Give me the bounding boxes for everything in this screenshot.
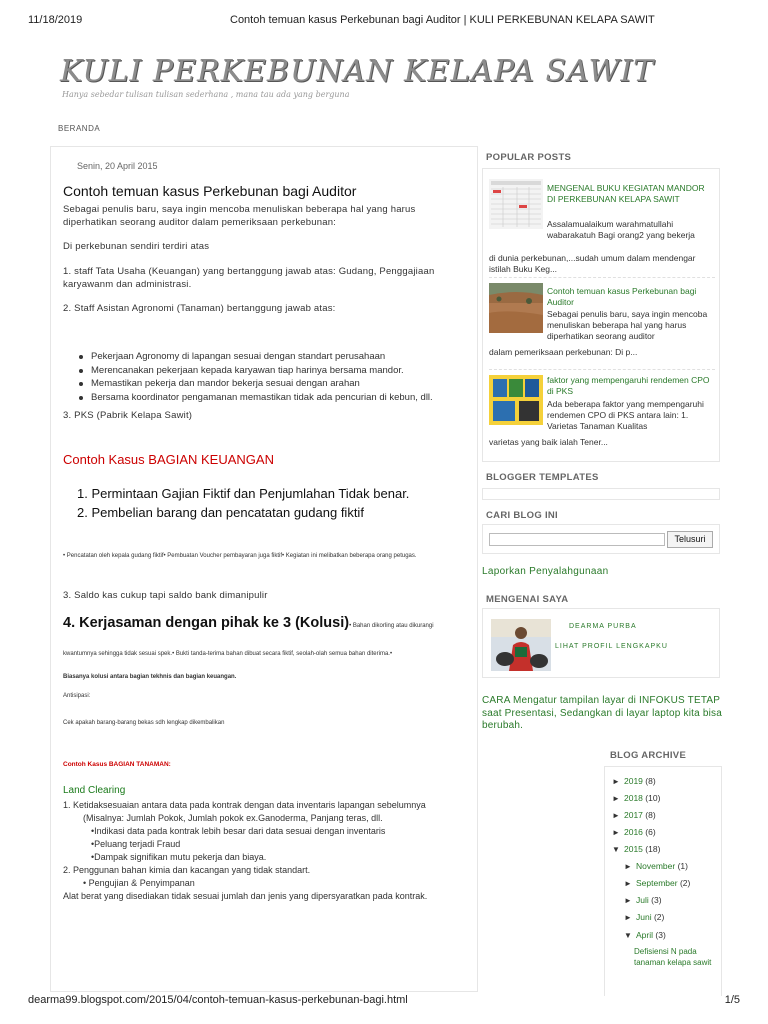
blogger-templates-widget xyxy=(482,488,720,500)
post-thumbnail-image[interactable] xyxy=(489,283,543,333)
print-page-title: Contoh temuan kasus Perkebunan bagi Auditor | KULI PERKEBUNAN KELAPA SAWIT xyxy=(230,14,655,26)
kolusi-title: 4. Kerjasaman dengan pihak ke 3 (Kolusi) xyxy=(63,615,350,631)
archive-year-item[interactable] xyxy=(612,793,660,803)
kolusi-tail: • Bahan dikorling atau dikurangi xyxy=(349,623,434,629)
post-item-saldo: 3. Saldo kas cukup tapi saldo bank dimanipulir xyxy=(63,590,268,601)
about-title: MENGENAI SAYA xyxy=(486,594,569,605)
archive-year-link[interactable]: 2016 xyxy=(624,827,643,837)
tanaman-heading: Contoh Kasus BAGIAN TANAMAN: xyxy=(63,761,171,768)
archive-month-link[interactable]: Juni xyxy=(636,912,652,922)
land-clearing-list xyxy=(63,799,473,903)
post-item-2: 2. Staff Asistan Agronomi (Tanaman) bertanggung jawab atas: xyxy=(63,303,336,314)
land-clearing-heading: Land Clearing xyxy=(63,785,126,796)
archive-month-item[interactable] xyxy=(624,930,666,940)
kolusi-note-2: Biasanya kolusi antara bagian tekhnis dan bagian keuangan. xyxy=(63,674,237,680)
popular-post-snippet: varietas yang baik ialah Tener... xyxy=(489,437,608,447)
archive-count: (8) xyxy=(645,810,656,820)
list-item: (Misalnya: Jumlah Pokok, Jumlah pokok ex.Ganoderma, Panjang teras, dll. xyxy=(83,813,383,823)
expand-toggle-icon[interactable]: ► xyxy=(624,896,632,905)
archive-year-link[interactable]: 2017 xyxy=(624,810,643,820)
list-item: •Indikasi data pada kontrak lebih besar dari data sesuai dengan inventaris xyxy=(91,826,386,836)
expand-toggle-icon[interactable]: ► xyxy=(612,828,620,837)
avatar[interactable] xyxy=(491,619,551,671)
archive-post-link[interactable]: Defisiensi N pada tanaman kelapa sawit xyxy=(634,947,712,967)
popular-post-link[interactable]: Contoh temuan kasus Perkebunan bagi Auditor xyxy=(547,286,697,307)
popular-post-snippet: Ada beberapa faktor yang mempengaruhi rendemen CPO di PKS antara lain: 1. Varietas Tanaman Kualitas xyxy=(547,399,704,431)
divider xyxy=(489,369,715,370)
list-item: •Dampak signifikan mutu pekerja dan biaya. xyxy=(91,852,267,862)
blogger-templates-title: BLOGGER TEMPLATES xyxy=(486,472,599,483)
archive-month-link[interactable]: September xyxy=(636,878,678,888)
archive-count: (18) xyxy=(645,844,661,854)
featured-post-link[interactable]: CARA Mengatur tampilan layar di INFOKUS TETAP saat Presentasi, Sedangkan di layar laptop kita bisa berubah. xyxy=(482,695,722,731)
search-button[interactable]: Telusuri xyxy=(667,531,713,548)
popular-post-snippet: Assalamualaikum warahmatullahi wabarakatuh Bagi orang2 yang bekerja xyxy=(547,219,695,240)
blog-archive-title: BLOG ARCHIVE xyxy=(610,750,687,761)
archive-month-item[interactable] xyxy=(624,912,664,922)
expand-toggle-icon[interactable]: ► xyxy=(624,913,632,922)
view-profile-link[interactable]: LIHAT PROFIL LENGKAPKU xyxy=(555,643,668,650)
kolusi-heading xyxy=(63,615,473,631)
expand-toggle-icon[interactable]: ► xyxy=(612,794,620,803)
post-container xyxy=(50,146,478,992)
antisipasi-label: Antisipasi: xyxy=(63,693,91,699)
popular-post-snippet: di dunia perkebunan,...sudah umum dalam mendengar istilah Buku Keg... xyxy=(489,253,696,274)
expand-toggle-icon[interactable]: ► xyxy=(612,777,620,786)
expand-toggle-icon[interactable]: ► xyxy=(624,879,632,888)
archive-count: (1) xyxy=(677,861,688,871)
post-title[interactable]: Contoh temuan kasus Perkebunan bagi Auditor xyxy=(63,183,357,199)
expand-toggle-icon[interactable]: ► xyxy=(612,811,620,820)
print-footer xyxy=(28,994,740,1010)
keuangan-list xyxy=(77,484,409,522)
report-abuse-link[interactable]: Laporkan Penyalahgunaan xyxy=(482,566,609,577)
search-widget-title: CARI BLOG INI xyxy=(486,510,558,521)
post-intro: Sebagai penulis baru, saya ingin mencoba menuliskan beberapa hal yang harus diperhatikan seorang auditor dalam pemeriksaan perkebunan: xyxy=(63,204,416,228)
popular-post-link[interactable]: faktor yang mempengaruhi rendemen CPO di PKS xyxy=(547,375,710,396)
archive-year-link[interactable]: 2015 xyxy=(624,844,643,854)
archive-year-item[interactable] xyxy=(612,810,656,820)
list-item: • Pengujian & Penyimpanan xyxy=(83,878,195,888)
post-para-depts: Di perkebunan sendiri terdiri atas xyxy=(63,241,210,252)
popular-post-snippet: dalam pemeriksaan perkebunan: Di p... xyxy=(489,347,638,357)
expand-toggle-icon[interactable]: ► xyxy=(624,862,632,871)
gudang-fiktif-note: • Pencatatan oleh kepala gudang fiktif• Pembuatan Voucher pembayaran juga fiktif• Kegiatan ini melibatkan beberapa orang petugas. xyxy=(63,553,417,559)
about-widget xyxy=(482,608,720,678)
archive-year-item[interactable] xyxy=(612,776,656,786)
print-date: 11/18/2019 xyxy=(28,14,83,26)
post-thumbnail-image[interactable] xyxy=(489,375,543,425)
agronomy-bullet-list xyxy=(79,350,459,404)
divider xyxy=(489,277,715,278)
archive-month-item[interactable] xyxy=(624,895,662,905)
nav-home-link[interactable]: BERANDA xyxy=(58,124,101,133)
post-item-3: 3. PKS (Pabrik Kelapa Sawit) xyxy=(63,410,193,421)
collapse-toggle-icon[interactable]: ▼ xyxy=(624,931,632,940)
archive-count: (2) xyxy=(653,912,665,922)
post-thumbnail-image[interactable] xyxy=(489,179,543,229)
archive-count: (6) xyxy=(645,827,656,837)
antisipasi-note: Cek apakah barang-barang bekas sdh lengkap dikembalikan xyxy=(63,720,225,726)
list-item: Pekerjaan Agronomy di lapangan sesuai dengan standart perusahaan xyxy=(79,350,459,364)
post-item-1: 1. staff Tata Usaha (Keuangan) yang bertanggung jawab atas: Gudang, Penggajiaan karyawanm dan administrasi. xyxy=(63,266,435,290)
blog-title[interactable]: KULI PERKEBUNAN KELAPA SAWIT xyxy=(60,54,655,89)
kolusi-note: kwantumnya sehingga tidak sesuai spek.• Bukti tanda-terima bahan dibuat secara fiktif, seolah-olah semua bahan diterima.• xyxy=(63,651,393,657)
list-item: Bersama koordinator pengamanan memastikan tidak ada pencurian di kebun, dll. xyxy=(79,391,459,405)
author-name-link[interactable]: DEARMA PURBA xyxy=(569,623,637,630)
popular-post-snippet: Sebagai penulis baru, saya ingin mencoba menuliskan beberapa hal yang harus diperhatikan seorang auditor xyxy=(547,309,708,341)
list-item: 2. Pembelian barang dan pencatatan gudang fiktif xyxy=(77,505,364,520)
archive-month-item[interactable] xyxy=(624,878,690,888)
archive-count: (8) xyxy=(645,776,656,786)
list-item: Merencanakan pekerjaan kepada karyawan tiap harinya bersama mandor. xyxy=(79,364,459,378)
keuangan-heading: Contoh Kasus BAGIAN KEUANGAN xyxy=(63,452,274,467)
archive-year-link[interactable]: 2019 xyxy=(624,776,643,786)
list-item: 1. Permintaan Gajian Fiktif dan Penjumlahan Tidak benar. xyxy=(77,486,410,501)
list-item: •Peluang terjadi Fraud xyxy=(91,839,181,849)
popular-posts-title: POPULAR POSTS xyxy=(486,152,572,163)
list-item: 2. Penggunan bahan kimia dan kacangan yang tidak standart. xyxy=(63,865,311,875)
archive-month-item[interactable] xyxy=(624,861,688,871)
search-input[interactable] xyxy=(489,533,665,546)
archive-count: (10) xyxy=(645,793,661,803)
collapse-toggle-icon[interactable]: ▼ xyxy=(612,845,620,854)
archive-year-link[interactable]: 2018 xyxy=(624,793,643,803)
popular-post-link[interactable]: MENGENAL BUKU KEGIATAN MANDOR DI PERKEBUNAN KELAPA SAWIT xyxy=(547,183,705,204)
print-url: dearma99.blogspot.com/2015/04/contoh-temuan-kasus-perkebunan-bagi.html xyxy=(28,994,408,1006)
popular-posts-widget xyxy=(482,168,720,462)
archive-month-link[interactable]: November xyxy=(636,861,676,871)
list-item: 1. Ketidaksesuaian antara data pada kontrak dengan data inventaris lapangan sebelumnya xyxy=(63,800,426,810)
archive-year-item[interactable] xyxy=(612,844,660,854)
list-item: Memastikan pekerja dan mandor bekerja sesuai dengan arahan xyxy=(79,377,459,391)
search-widget xyxy=(482,524,720,554)
print-header xyxy=(28,14,740,30)
blog-description: Hanya sebedar tulisan tulisan sederhana , mana tau ada yang berguna xyxy=(62,90,350,99)
archive-count: (3) xyxy=(651,895,662,905)
archive-month-link[interactable]: April xyxy=(636,930,654,940)
list-item: Alat berat yang disediakan tidak sesuai jumlah dan jenis yang dipersyaratkan pada kontrak. xyxy=(63,891,428,901)
archive-year-item[interactable] xyxy=(612,827,656,837)
print-page-number: 1/5 xyxy=(724,994,740,1006)
archive-count: (3) xyxy=(655,930,666,940)
post-date: Senin, 20 April 2015 xyxy=(77,161,158,171)
archive-count: (2) xyxy=(679,878,691,888)
archive-month-link[interactable]: Juli xyxy=(636,895,649,905)
